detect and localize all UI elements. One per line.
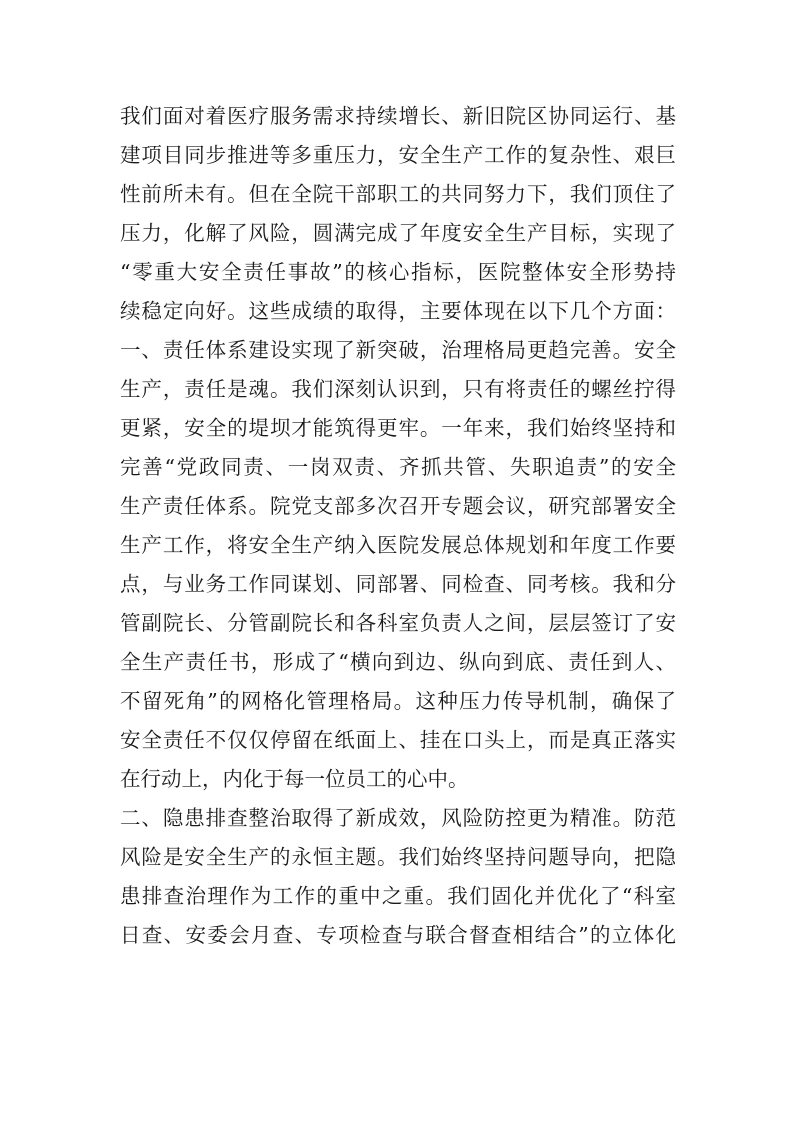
text-line: 安全责任不仅仅停留在纸面上、挂在口头上，而是真正落实 [120,728,676,752]
text-line: 性前所未有。但在全院干部职工的共同努力下，我们顶住了 [120,182,676,206]
text-line: 续稳定向好。这些成绩的取得，主要体现在以下几个方面： [120,299,676,323]
text-line: 二、隐患排查整治取得了新成效，风险防控更为精准。防范 [120,806,676,830]
text-line: 生产工作，将安全生产纳入医院发展总体规划和年度工作要 [120,533,676,557]
text-line: 点，与业务工作同谋划、同部署、同检查、同考核。我和分 [120,572,676,596]
text-line: 建项目同步推进等多重压力，安全生产工作的复杂性、艰巨 [120,143,676,167]
text-line: 全生产责任书，形成了“横向到边、纵向到底、责任到人、 [120,650,676,674]
text-line: 不留死角”的网格化管理格局。这种压力传导机制，确保了 [120,689,676,713]
text-line: 管副院长、分管副院长和各科室负责人之间，层层签订了安 [120,611,676,635]
text-line: 完善“党政同责、一岗双责、齐抓共管、失职追责”的安全 [120,455,676,479]
text-line: 在行动上，内化于每一位员工的心中。 [120,767,469,791]
text-line: 更紧，安全的堤坝才能筑得更牢。一年来，我们始终坚持和 [120,416,676,440]
text-line: 日查、安委会月查、专项检查与联合督查相结合”的立体化 [120,923,676,947]
text-line: 压力，化解了风险，圆满完成了年度安全生产目标，实现了 [120,221,676,245]
text-line: 我们面对着医疗服务需求持续增长、新旧院区协同运行、基 [120,104,676,128]
text-line: “零重大安全责任事故”的核心指标，医院整体安全形势持 [120,260,676,284]
text-line: 一、责任体系建设实现了新突破，治理格局更趋完善。安全 [120,338,676,362]
text-line: 生产责任体系。院党支部多次召开专题会议，研究部署安全 [120,494,676,518]
text-line: 患排查治理作为工作的重中之重。我们固化并优化了“科室 [120,884,676,908]
body-text [120,97,676,955]
text-line: 风险是安全生产的永恒主题。我们始终坚持问题导向，把隐 [120,845,676,869]
text-line: 生产，责任是魂。我们深刻认识到，只有将责任的螺丝拧得 [120,377,676,401]
